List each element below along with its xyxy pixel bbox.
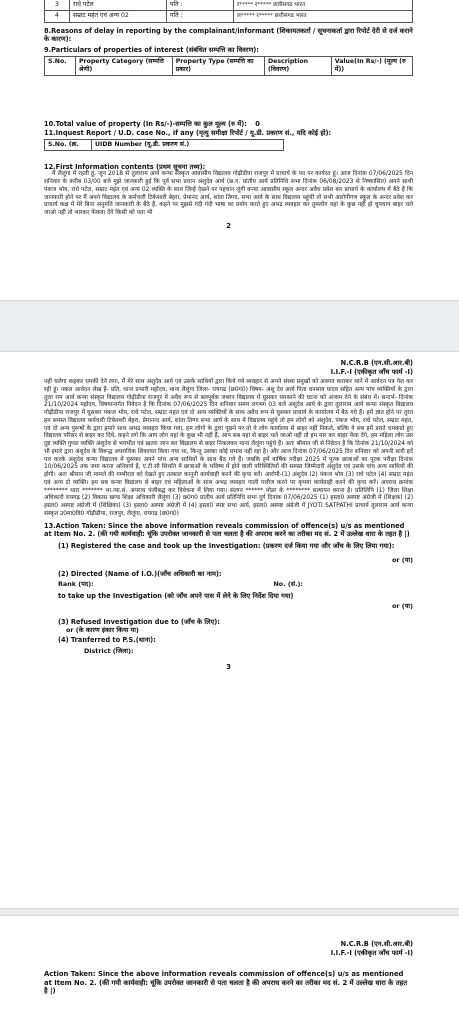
accused-table [44, 0, 413, 23]
take-up-investigation: to take up the Investigation (को जाँच अपने पास में लेने के लिए निर्देश दिया गया) [58, 592, 294, 601]
refused-or-label: or (के कारण इंकार किया या) [66, 626, 139, 635]
complaint-continuation-text: नहीं चलेगा कहकर धमकी देने लगा, मैं मेरे साथ अंशुदेव आर्य एवं उसके साथियों द्वारा किये गये व्यवहार से अपने संस्था प्रमुखों को अवगत कराकर थाने में आवेदन पत्र पेश कर रही हूं। नकल आवेदन लेख है- प्रति, थाना प्रभारी महोदय, थाना लैलूंगा जिला- रायगढ (छ0ग0) विषय- अंशु देव आर्य पिता धनसाय यादव सहित अन्य पांच व्यक्तियों के द्वारा तुला राम आर्य कन्या संस्कृत विद्यालय गोढ़ीडीपा राजपुर में अवैध रूप से बलपूर्वक जबरन विद्यालय में घुसकर धमकाने की घटना को अंजाम देने के संबंध में। सन्दर्भ- दिनांक 21/10/2024 महोदय, विषयान्तर्गत निवेदन है कि दिनांक 07/06/2025 दिन शनिवार समय लगभग 03 बजे अंशुदेव आर्य के द्वारा तुलाराम आर्य कन्या संस्कृत विद्यालय गोढ़ीडीपा राजपुर में घुसकर पंकज भोय, राधे पटेल, सम्राट महंत एवं दो अन्य व्यक्तियों के साथ अवैध रूप से घुसकर प्राचार्य के कार्यालय में बैठ गये हैं। हमें ज्ञात होने पर तुरंत हम समस्त विद्यालय कर्मचारी टिकेश्वरी बेहरा, प्रेमानन्द आर्य, शांता तिग्गा सभा आर्य के साथ में विद्यालय पहुंचे तो हम लोगों को अंशुदेव, पंकज भोय, राधे पटेल, सम्राट महंत, एवं दो अन्य पुरूषों के द्वारा हमारे साथ अभद्र व्यवहार किया गया, हम लोगों के द्वारा पूछने पर तो ये लोग कार्यालय से बाहर नहीं निकले, बल्कि ये सब हमें डराते धमकाते हुए विद्यालय परिसर से बाहर कर दिये, कहने लगे कि आप लोग यहां के कुछ भी नहीं हैं, आप सब यहां से बाहर चले जाओ नहीं तो हम मार कर बाहर फेंक देंगे, हम महिला लोग उस दुष्ट व्यक्ति गुण्डा व्यक्ति अंशुदेव से भयभीत एवं खतरा जान कर विद्यालय से बाहर निकलकर थाना लैलूंगा पहुंचे हैं। अतः श्रीमान जी से निवेदन है कि दिनांक 21/10/2024 को भी हमारे द्वारा अंशुदेव के विरूद्ध अपराधिक शिकायत किया गया था, किन्तु उसका कोई प्रभाव नहीं रहा है। और आज दिनांक 07/06/2025 दिन शनिवार को अपनी सारी हदें पार करके अंशुदेव कन्या विद्यालय में घुसकर अपने पांच अन्य साथियों के साथ बैठ गये हैं। जबकि हमें वार्षिक परीक्षा 2025 में पूरक छात्राओं का पूरक परीक्षा दिनांक 10/06/2025 तक जमा करना अनिवार्य है, ए.टी.सी सिथति में छात्राओं के भविष्य में होने वाली परिस्थितियों की समस्त जिम्मेदारी अंशुदेव एवं उसके पांच अन्य साथियों की होगी। अतः श्रीमान जी मामले की गम्भीरता को देखते हुए तत्काल कानूनी कार्यवाही करने की कृपा करें। आरोपी-(1) अंशुदेव (2) पंकज भोय (3) राधे पटेल (4) सम्राट महंत एवं अन्य दो व्यक्ति। हम सब कन्या विद्यालय से बाहर एवं महिलाओं के साथ अभद्र व्यवहार गाली गलौज करने पर कृपया कार्यवाही करने की कृपा करें। अपराध क्रमांक ******** धारा ******* भा.न्या.सं. अपराध पंजीबद्ध कर विवेचना में लिया गया। संलग्न ****** मोडर के ******** सत्यापन करना है। प्रतिलिपि (1) जिला शिक्षा अधिकारी रायगढ़ (2) विकास खण्ड शिक्षा अधिकारी लैलूंगा (3) छ0ग0 प्रांतीय आर्य प्रतिनिधि सभा दुर्ग दिनांक 07/06/2025 (1) हस्ता0 अस्पष्ट अंग्रेजी में (शिक्षक) (2) हस्ता0 अस्पष्ट अंग्रेजी में (शिक्षिका) (3) हस्ता0 अस्पष्ट अंग्रेजी में (4) हस्ता0 स्पष्ट सभा आर्य, हस्ता0 अस्पष्ट अंग्रेजी में JYOTI SATPATHI प्राचार्य तुलाराम आर्य कन्या संस्कृत उ0मा0वि0 गोढ़ीडीपा, राजपुर, लैलूंगा, रायगढ़ (छ0ग0) [44, 379, 413, 517]
action-option-2: (2) Directed (Name of I.O.)(जाँच अधिकारी का नाम): [58, 569, 222, 578]
ncrb-header: N.C.R.B (एन.सी.आर.बी) [340, 359, 413, 367]
table-row [45, 56, 413, 76]
section-13-action-taken: Action Taken: Since the above information reveals commission of offence(s) u/s as mentioned at Item No. 2. (की गयी कार्यवाही: चूंकि उपरोक्त जानकारी से पता चलता है की अपराध करने का तरीका मद सं. 2 में उल्लेख धारा के तहत है |) [44, 970, 408, 996]
column-header: UIDB Number (यू.डी. प्रकरण सं.) [92, 140, 284, 151]
section-9-title: 9.Particulars of properties of interest (संबंधित सम्पत्ति का विवरण): [44, 45, 259, 54]
fir-page-3 [0, 352, 459, 908]
iif-header: I.I.F.-I (एकीकृत जाँच फार्म -I) [330, 368, 413, 376]
fir-page-4 [0, 916, 459, 1024]
or-label: or (या) [392, 555, 413, 564]
iif-header: I.I.F.-I (एकीकृत जाँच फार्म -I) [330, 949, 413, 957]
column-header: Property Category (सम्पत्ति श्रेणी) [76, 56, 173, 76]
column-header: Value(In Rs/-) (मूल्य (रु में)) [331, 56, 412, 76]
table-row [45, 140, 284, 151]
section-13-action-taken: 13.Action Taken: Since the above information reveals commission of offence(s) u/s as mentioned at Item No. 2. (की गयी कार्यवाही: चूंकि उपरोक्त जानकारी से पता चलता है की अपराध करने का तरीका मद सं. 2 में उल्लेख धारा के तहत है |) [44, 521, 410, 538]
column-header: S.No. (क्र. [45, 140, 92, 151]
ncrb-header: N.C.R.B (एन.सी.आर.बी) [340, 940, 413, 948]
section-8-title: 8.Reasons of delay in reporting by the complainant/informant (शिकायतकर्ता / सूचनाकर्ता द्वारा रिपोर्ट देरी से दर्ज कराने के कारण): [44, 26, 413, 43]
number-label: No. (सं.): [273, 579, 303, 588]
section-10-total-value: 10.Total value of property (In Rs/-)-सम्पत्ति का कुल मूल्य (रु में): 0 [44, 120, 260, 129]
rank-label: Rank (पद): [58, 579, 94, 588]
fir-page-2 [0, 0, 459, 300]
section-12-title: 12.First Information contents (प्रथम सूचना तथ्य): [44, 163, 206, 172]
page-number: 3 [226, 662, 231, 671]
first-information-text: मैं लैलूंगा में रहती हूं, जून 2018 से तुलाराम आर्य कन्या संस्कृत आवासीय विद्यालय गोढ़ीडीपा राजपुर में प्राचार्य के पद पर कार्यरत हूं। आज दिनांक 07/06/2025 दिन शनिवार के करीब 03/00 बजे मुझे जानकारी हुई कि पूर्व सभा प्रधान अंशुदेव आर्य (छ.ग. प्रांतीय आर्य प्रतिनिधि सभा दिनांक 06/08/2023 से निष्कासित) अपने साथी पंकज भोय, राधे पटेल, सम्राट महंत एवं अन्य 02 व्यक्ति के साथ जिन्हें देखने पर पहचान लूंगी कन्या आवासीय स्कूल अन्दर अवैध प्रवेश कर प्राचार्य के कार्यालय में बैठे हैं कि जानकारी होने पर मैं अपने विद्यालय के कर्मचारी टिकेश्वरी बेहरा, प्रेमानंद आर्य, शांता तिग्गा, सभा आर्य के साथ विद्यालय पहुंची तो सभी आरोपीगण स्कूल के अन्दर प्रवेश कर प्राचार्य कक्ष में मेरे बिना अनुमति जानकारी के बैठे हैं, कहने पर मुझसे गंदी गंदी भाषा का प्रयोग करते हुए अभद्र व्यवहार कर तुमलोग यहां के कुछ नहीं हो चुपचाप बाहर चले जाओ नहीं तो भारकर फेंकवा देंगे किसी को पता भी [44, 171, 413, 217]
table-row: 4 सम्राट महंत एवं अन्य 02 पति : ल***** र***** छत्तीसगढ भारत [45, 11, 413, 22]
action-option-1: (1) Registered the case and took up the Investigation: (प्रकरण दर्ज किया गया और जाँच के लिए लिया गया): [58, 541, 395, 550]
column-header: Property Type (सम्पत्ति का प्रकार) [172, 56, 264, 76]
action-option-4: (4) Tranferred to P.S.(थाना): [58, 635, 156, 644]
property-table [44, 56, 413, 77]
ud-table [44, 139, 284, 151]
table-row: 3 राधे पटेल पति : र***** र***** छत्तीसगढ भारत [45, 0, 413, 11]
or-label: or (या) [392, 602, 413, 611]
action-option-3: (3) Refused Investigation due to (जाँच के लिए): [58, 618, 220, 627]
column-header: Description (विवरण) [265, 56, 332, 76]
section-11-title: 11.Inquest Report / U.D. case No., if any (मृत्यु समीक्षा रिपोर्ट / यू.डी. प्रकरण सं., यदि कोई हो): [44, 129, 332, 138]
district-label: District (जिला): [84, 646, 134, 655]
page-number: 2 [226, 221, 231, 230]
column-header: S.No. [45, 56, 76, 76]
